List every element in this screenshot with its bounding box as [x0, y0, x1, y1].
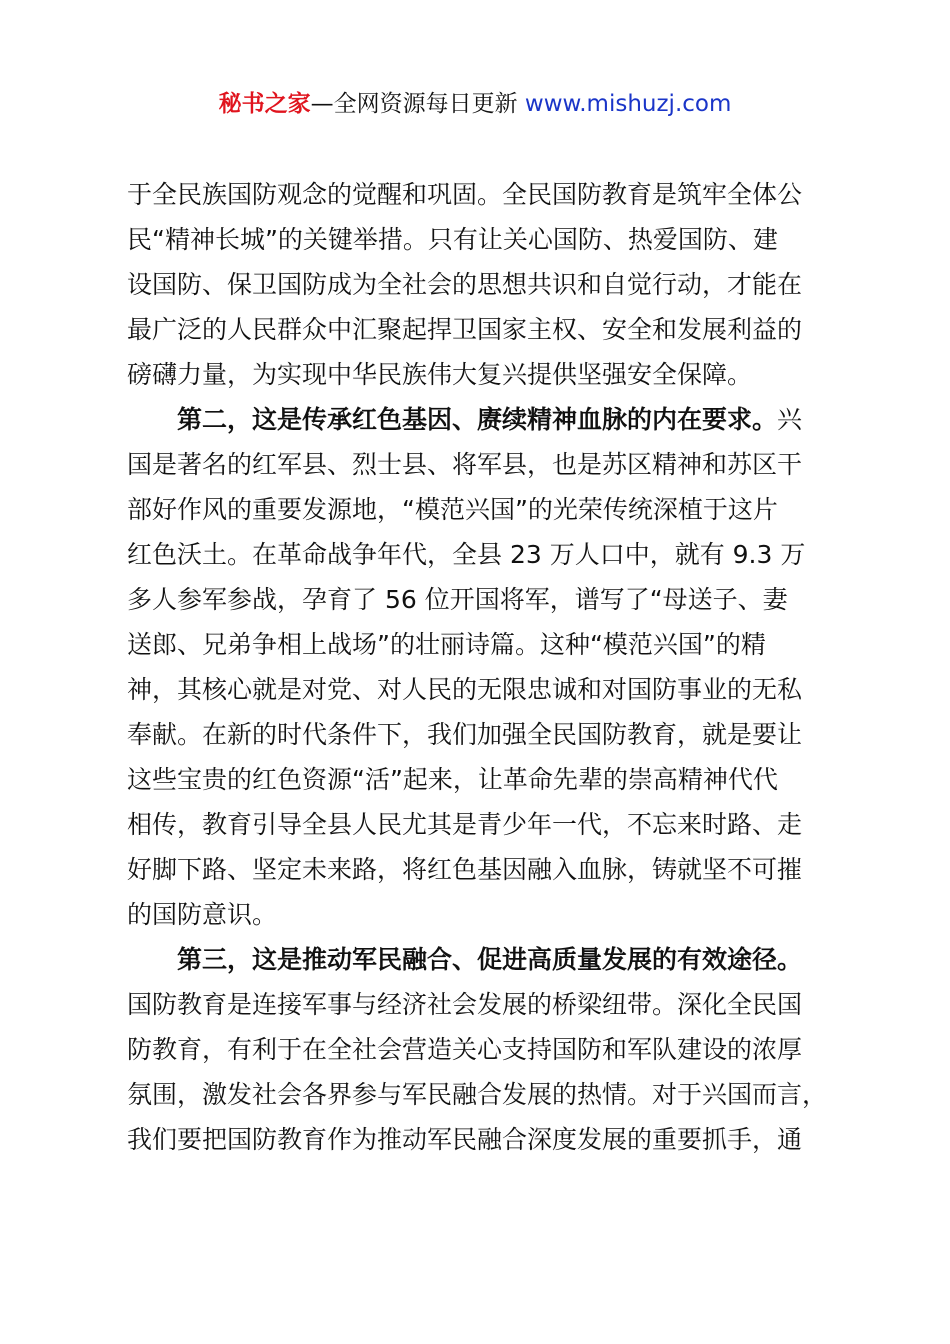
line-text: 兴 [777, 405, 803, 434]
text-line [127, 217, 847, 262]
text-line [127, 1072, 847, 1117]
line-text: 民“精神长城”的关键举措。只有让关心国防、热爱国防、建 [127, 225, 778, 254]
text-line [127, 892, 847, 937]
text-line [127, 262, 847, 307]
line-text: 设国防、保卫国防成为全社会的思想共识和自觉行动，才能在 [127, 270, 803, 299]
text-line [127, 622, 847, 667]
line-text: 送郎、兄弟争相上战场”的壮丽诗篇。这种“模范兴国”的精 [127, 630, 766, 659]
text-line [127, 487, 847, 532]
paragraph-heading-line [127, 937, 847, 982]
line-text: 的国防意识。 [127, 900, 278, 929]
brand-name: 秘书之家 [218, 91, 311, 117]
text-line [127, 307, 847, 352]
text-line [127, 172, 847, 217]
line-text: 国是著名的红军县、烈士县、将军县，也是苏区精神和苏区干 [127, 450, 803, 479]
line-text: 神，其核心就是对党、对人民的无限忠诚和对国防事业的无私 [127, 675, 803, 704]
text-line [127, 442, 847, 487]
document-body [127, 172, 847, 1162]
text-line [127, 802, 847, 847]
text-line [127, 757, 847, 802]
text-line [127, 1117, 847, 1162]
text-line [127, 982, 847, 1027]
line-text: 部好作风的重要发源地，“模范兴国”的光荣传统深植于这片 [127, 495, 778, 524]
line-text: 氛围，激发社会各界参与军民融合发展的热情。对于兴国而言， [127, 1080, 828, 1109]
site-url-link[interactable]: www.mishuzj.com [524, 91, 732, 117]
line-text: 相传，教育引导全县人民尤其是青少年一代，不忘来时路、走 [127, 810, 803, 839]
line-text: 我们要把国防教育作为推动军民融合深度发展的重要抓手，通 [127, 1125, 803, 1154]
line-text: 防教育，有利于在全社会营造关心支持国防和军队建设的浓厚 [127, 1035, 803, 1064]
paragraph-heading-third: 第三，这是推动军民融合、促进高质量发展的有效途径。 [177, 945, 803, 974]
paragraph-heading-second: 第二，这是传承红色基因、赓续精神血脉的内在要求。 [177, 405, 778, 434]
text-line [127, 1027, 847, 1072]
text-line [127, 577, 847, 622]
line-text: 奉献。在新的时代条件下，我们加强全民国防教育，就是要让 [127, 720, 803, 749]
line-text: 于全民族国防观念的觉醒和巩固。全民国防教育是筑牢全体公 [127, 180, 803, 209]
text-line [127, 712, 847, 757]
paragraph-heading-line [127, 397, 847, 442]
line-text: 多人参军参战，孕育了 56 位开国将军，谱写了“母送子、妻 [127, 585, 788, 614]
line-text: 磅礴力量，为实现中华民族伟大复兴提供坚强安全保障。 [127, 360, 753, 389]
text-line [127, 667, 847, 712]
text-line [127, 352, 847, 397]
line-text: 红色沃土。在革命战争年代，全县 23 万人口中，就有 9.3 万 [127, 540, 806, 569]
header-tagline: —全网资源每日更新 [310, 91, 525, 117]
line-text: 国防教育是连接军事与经济社会发展的桥梁纽带。深化全民国 [127, 990, 803, 1019]
text-line [127, 847, 847, 892]
page-header [0, 86, 950, 122]
line-text: 这些宝贵的红色资源“活”起来，让革命先辈的崇高精神代代 [127, 765, 778, 794]
line-text: 最广泛的人民群众中汇聚起捍卫国家主权、安全和发展利益的 [127, 315, 803, 344]
text-line [127, 532, 847, 577]
line-text: 好脚下路、坚定未来路，将红色基因融入血脉，铸就坚不可摧 [127, 855, 803, 884]
